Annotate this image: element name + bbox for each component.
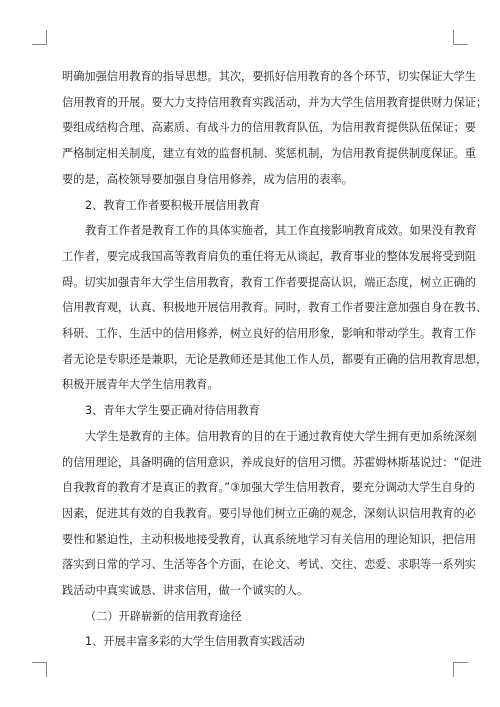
text-line: 者无论是专职还是兼职，无论是教师还是其他工作人员，都要有正确的信用教育思想， — [62, 352, 488, 366]
text-line: 践活动中真实诚恳、讲求信用，做一个诚实的人。 — [62, 584, 309, 598]
text-line: 大学生是教育的主体。信用教育的目的在于通过教育使大学生拥有更加系统深刻 — [85, 429, 477, 443]
crop-mark-top-left — [32, 30, 47, 45]
paragraph-3 — [62, 424, 482, 604]
heading-line: 2、教育工作者要积极开展信用教育 — [85, 198, 260, 212]
text-line: 教育工作者是教育工作的具体实施者，其工作直接影响教育成效。如果没有教育 — [85, 224, 477, 238]
document-body — [62, 64, 488, 655]
text-line: 要性和紧迫性，主动积极地接受教育，认真系统地学习有关信用的理论知识，把信用 — [62, 532, 476, 546]
section-heading-2 — [62, 193, 442, 219]
heading-line: 1、开展丰富多彩的大学生信用教育实践活动 — [85, 635, 305, 649]
section-heading-2-1 — [62, 629, 442, 655]
heading-line: 3、青年大学生要正确对待信用教育 — [85, 404, 260, 418]
text-line: 自我教育的教育才是真正的教育。”③加强大学生信用教育，要充分调动大学生自身的 — [62, 481, 475, 495]
text-line: 信用教育的开展。要大力支持信用教育实践活动，并为大学生信用教育提供财力保证； — [62, 95, 488, 109]
text-line: 落实到日常的学习、生活等各个方面，在论文、考试、交往、恋爱、求职等一系列实 — [62, 558, 476, 572]
text-line: 的信用理论，具备明确的信用意识，养成良好的信用习惯。苏霍姆林斯基说过：“促进 — [62, 455, 482, 469]
text-line: 要组成结构合理、高素质、有战斗力的信用教育队伍，为信用教育提供队伍保证；要 — [62, 121, 476, 135]
text-line: 要的是，高校领导要加强自身信用修养，成为信用的表率。 — [62, 172, 353, 186]
crop-mark-bottom-left — [32, 662, 47, 677]
text-line: 工作者，要完成我国高等教育肩负的重任将无从谈起，教育事业的整体发展将受到阻 — [62, 249, 476, 263]
text-line: 积极开展青年大学生信用教育。 — [62, 378, 219, 392]
crop-mark-top-right — [453, 30, 468, 45]
section-heading-part-2 — [62, 604, 442, 630]
section-heading-3 — [62, 398, 442, 424]
text-line: 信用教育观，认真、积极地开展信用教育。同时，教育工作者要注意加强自身在教书、 — [62, 301, 488, 315]
text-line: 明确加强信用教育的指导思想。其次，要抓好信用教育的各个环节，切实保证大学生 — [62, 70, 476, 83]
text-line: 科研、工作、生活中的信用修养，树立良好的信用形象，影响和带动学生。教育工作 — [62, 327, 476, 341]
paragraph-1 — [62, 64, 488, 193]
heading-line: （二）开辟崭新的信用教育途径 — [85, 609, 242, 623]
crop-mark-bottom-right — [453, 662, 468, 677]
text-line: 因素，促进其有效的自我教育。要引导他们树立正确的观念，深刻认识信用教育的必 — [62, 506, 476, 520]
text-line: 碍。切实加强青年大学生信用教育，教育工作者要提高认识，端正态度，树立正确的 — [62, 275, 476, 289]
text-line: 严格制定相关制度，建立有效的监督机制、奖惩机制，为信用教育提供制度保证。重 — [62, 147, 476, 161]
paragraph-2 — [62, 218, 488, 398]
